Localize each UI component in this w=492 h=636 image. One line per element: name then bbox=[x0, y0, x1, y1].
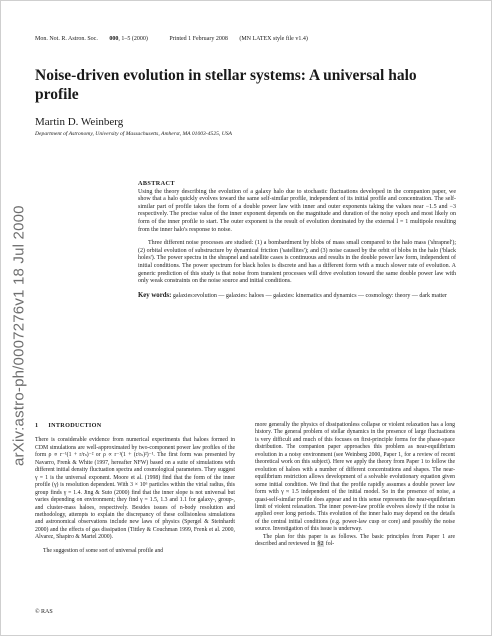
abstract-heading: ABSTRACT bbox=[138, 180, 175, 187]
plan-text: The plan for this paper is as follows. The basic principles from Paper 1 are described and reviewed in bbox=[255, 533, 455, 548]
arxiv-identifier: arXiv:astro-ph/0007276v1 18 Jul 2000 bbox=[10, 205, 28, 467]
section-heading bbox=[35, 422, 235, 429]
section-title: INTRODUCTION bbox=[48, 422, 102, 429]
section-reference-link[interactable]: §2 bbox=[317, 541, 324, 548]
journal-name bbox=[35, 36, 158, 42]
style-file: (MN LATEX style file v1.4) bbox=[239, 36, 308, 42]
intro-paragraph-2: The suggestion of some sort of universal profile and bbox=[43, 547, 164, 554]
left-column bbox=[35, 422, 235, 555]
abstract-paragraph-1: Using the theory describing the evolution of a galaxy halo due to stochastic fluctuations developed in the companion paper, we show that a halo quickly evolves toward the same self-similar profile, independent of its initial profile and concentration. The self-similar part of profile takes the form of a double power law with inner and outer exponents taking the values near −1.5 and −3 respectively. The precise value of the inner exponent depends on the magnitude and duration of the noisy epoch and most likely on form of the inner profile to start. The outer exponent is the result of evolution dominated by the external l = 1 multipole resulting from the inner halo's response to noise. bbox=[138, 188, 456, 233]
volume: 000 bbox=[109, 36, 119, 42]
keywords-label: Key words: bbox=[138, 291, 172, 299]
copyright-footer: © RAS bbox=[35, 609, 53, 615]
affiliation: Department of Astronomy, University of Massachusetts, Amherst, MA 01003-4525, USA bbox=[35, 131, 232, 137]
abstract-paragraph-2: Three different noise processes are studied: (1) a bombardment by blobs of mass small compared to the halo mass ('shrapnel'); (2) orbital evolution of substructure by dynamical friction ('satellites'); and (3) noise caused by the orbit of blobs in the halo ('black holes'). The power spectra in the shrapnel and satellite cases is continuous and results in the double power law form, independent of initial conditions. The power spectrum for black holes is discrete and has a different form with a much slower rate of evolution. A generic prediction of this study is that noise from transient processes will drive evolution toward the same double power law with only weak constraints on the noise source and initial conditions. bbox=[138, 240, 456, 285]
keywords bbox=[138, 292, 456, 301]
author-name: Martin D. Weinberg bbox=[35, 116, 124, 128]
journal-text: Mon. Not. R. Astron. Soc. bbox=[35, 36, 98, 42]
abstract bbox=[138, 180, 456, 300]
intro-paragraph-3: more generally the physics of dissipationless collapse or violent relaxation has a long history. The general problem of stellar dynamics in the presence of large fluctuations is very difficult and much of this focuses on first-principle forms for the phase-space distribution. The companion paper approaches this problem as near-equilibrium evolution in a noisy environment (see Weinberg 2000, Paper 1, for a review of recent theoretical work on this subject). Here we apply the theory from Paper 1 to follow the evolution of haloes with a number of different concentrations and shapes. The near-equilibrium restriction allows development of a solvable evolutionary equation given some initial condition. We find that the profile rapidly assumes a double power law form with γ ≈ 1.5 independent of the initial model. So in the presence of noise, a quasi-self-similar profile does appear and in this sense represents the near-equilibrium limit of violent relaxation. The inner power-law profile evolves slowly if the noise is applied over long periods. This evolution of the inner halo may depend on the details of the central initial conditions (e.g. power-law cusp or core) and possibly the noise source. Investigation of this issue is underway. bbox=[255, 422, 455, 533]
keywords-list: galaxies:evolution — galaxies: haloes — galaxies: kinematics and dynamics — cosmology: theory — dark matter bbox=[172, 292, 447, 299]
plan-text-end: fol- bbox=[325, 541, 335, 548]
intro-paragraph-1: There is considerable evidence from numerical experiments that haloes formed in CDM simulations are well-approximated by two-component power law profiles of the form ρ ∝ r⁻¹(1 + r/rₛ)⁻² or ρ ∝ r⁻¹(1 + (r/rₛ)²)⁻¹. The first form was presented by Navarro, Frenk & White (1997, hereafter NFW) based on a suite of simulations with different initial density fluctuation spectra and cosmological parameters. They suggest γ = 1 is the universal exponent. Moore et al. (1998) find that the form of the inner profile (γ) is resolution dependent. With 3 × 10⁶ particles within the virial radius, this group finds γ = 1.4. Jing & Suto (2000) find that the inner slope is not universal but varies depending on environment; they find γ = 1.5, 1.3 and 1.1 for galaxy-, group-, and cluster-mass haloes, respectively. Besides issues of n-body resolution and methodology, attempts to explain the discrepancy of these collisionless simulations and astronomical observations include new laws of physics (Spergel & Steinhardt 2000) and the effects of gas dissipation (Tittley & Couchman 1999, Frenk et al. 2000, Alvarez, Shapiro & Martel 2000). bbox=[35, 437, 235, 541]
paper-title: Noise-driven evolution in stellar systems: A universal halo profile bbox=[35, 67, 417, 103]
running-header bbox=[35, 36, 432, 42]
printed-date: Printed 1 February 2008 bbox=[169, 36, 228, 42]
section-number: 1 bbox=[35, 422, 39, 429]
right-column bbox=[255, 422, 455, 549]
intro-paragraph-4 bbox=[255, 534, 455, 549]
page-range: , 1–5 (2000) bbox=[118, 36, 148, 42]
